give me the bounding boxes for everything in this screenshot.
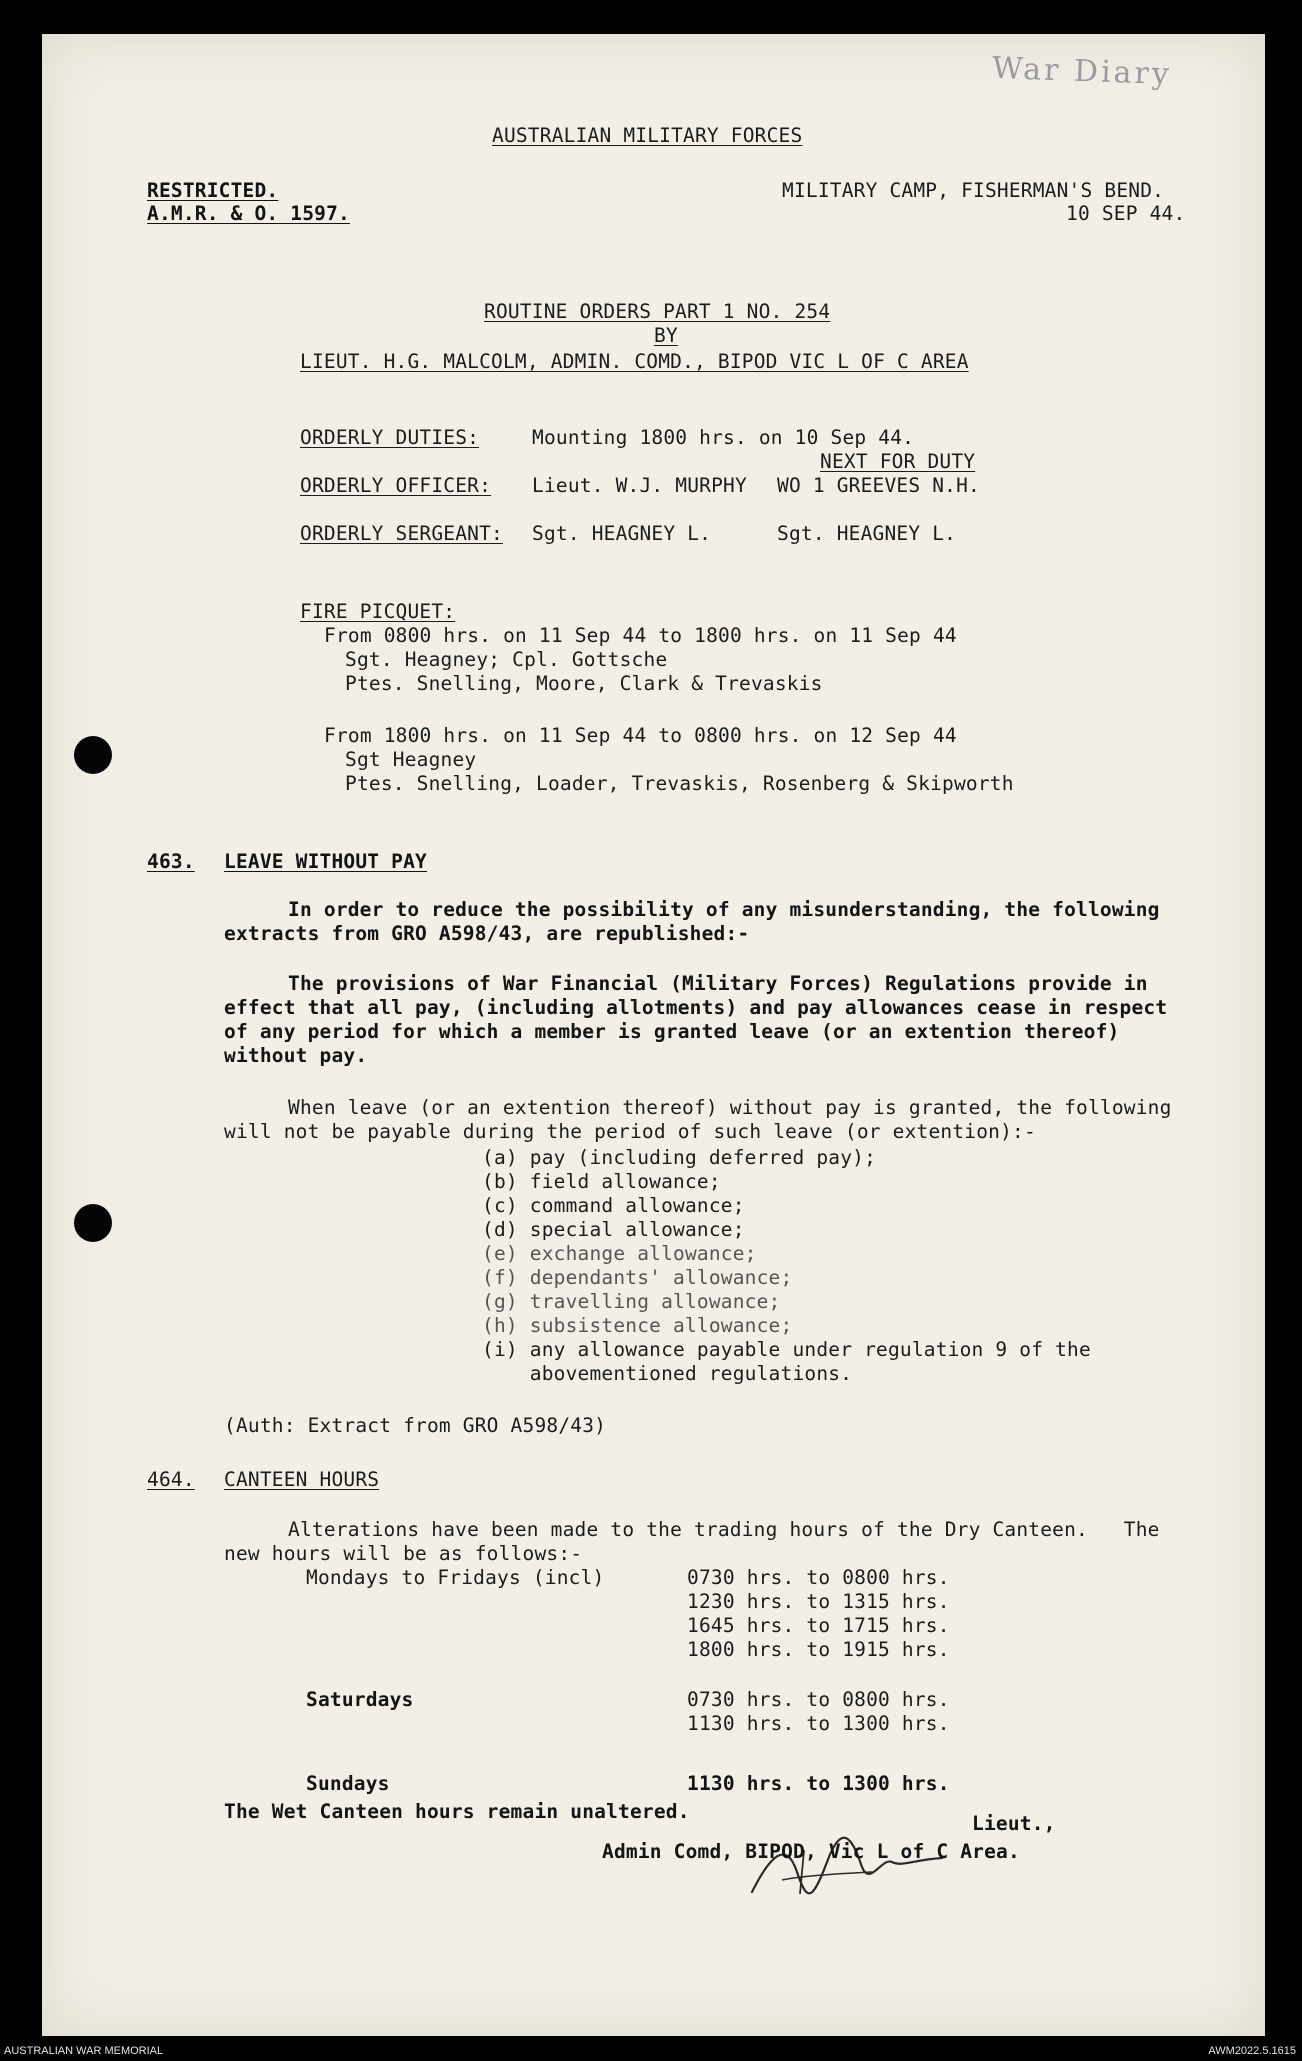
list-item: (h) subsistence allowance; [482, 1314, 793, 1337]
hours-entry: 1130 hrs. to 1300 hrs. [687, 1772, 950, 1795]
fire-picquet-line: Ptes. Snelling, Loader, Trevaskis, Rosenberg & Skipworth [345, 772, 1014, 795]
hours-entry: 1800 hrs. to 1915 hrs. [687, 1638, 950, 1661]
fire-picquet-line: Sgt. Heagney; Cpl. Gottsche [345, 648, 668, 671]
orderly-officer-label: ORDERLY OFFICER: [300, 474, 492, 497]
paragraph-line: Alterations have been made to the trading hours of the Dry Canteen. The [288, 1518, 1160, 1541]
weekday-label: Mondays to Fridays (incl) [306, 1566, 605, 1589]
orderly-sergeant-value: Sgt. HEAGNEY L. [532, 522, 712, 545]
orders-issuer: LIEUT. H.G. MALCOLM, ADMIN. COMD., BIPOD VIC L OF C AREA [300, 350, 969, 373]
list-item: (g) travelling allowance; [482, 1290, 781, 1313]
orderly-officer-next: WO 1 GREEVES N.H. [777, 474, 980, 497]
list-item: (d) special allowance; [482, 1218, 745, 1241]
hours-entry: 0730 hrs. to 0800 hrs. [687, 1688, 950, 1711]
orders-title: ROUTINE ORDERS PART 1 NO. 254 [484, 300, 831, 323]
amr-reference: A.M.R. & O. 1597. [147, 202, 350, 225]
hours-entry: 1130 hrs. to 1300 hrs. [687, 1712, 950, 1735]
hours-entry: 1645 hrs. to 1715 hrs. [687, 1614, 950, 1637]
list-item: (c) command allowance; [482, 1194, 745, 1217]
orderly-duties-label: ORDERLY DUTIES: [300, 426, 480, 449]
wet-canteen-note: The Wet Canteen hours remain unaltered. [224, 1800, 690, 1823]
document-page [42, 34, 1265, 2036]
handwritten-annotation: War Diary [991, 50, 1173, 93]
orderly-sergeant-next: Sgt. HEAGNEY L. [777, 522, 957, 545]
fire-picquet-line: From 1800 hrs. on 11 Sep 44 to 0800 hrs. on 12 Sep 44 [324, 724, 957, 747]
list-item: (i) any allowance payable under regulation 9 of the [482, 1338, 1091, 1361]
paragraph-line: In order to reduce the possibility of any misunderstanding, the following [288, 898, 1160, 921]
header-title: AUSTRALIAN MILITARY FORCES [492, 124, 803, 147]
section-464-number: 464. [147, 1468, 195, 1491]
hours-entry: 0730 hrs. to 0800 hrs. [687, 1566, 950, 1589]
list-item: abovementioned regulations. [482, 1362, 853, 1385]
punch-hole [74, 736, 112, 774]
paragraph-line: effect that all pay, (including allotments) and pay allowances cease in respect [224, 996, 1168, 1019]
fire-picquet-line: Ptes. Snelling, Moore, Clark & Trevaskis [345, 672, 823, 695]
hours-entry: 1230 hrs. to 1315 hrs. [687, 1590, 950, 1613]
paragraph-line: When leave (or an extention thereof) without pay is granted, the following [288, 1096, 1172, 1119]
fire-picquet-label: FIRE PICQUET: [300, 600, 456, 623]
orderly-duties-value: Mounting 1800 hrs. on 10 Sep 44. [532, 426, 915, 449]
footer-reference: AWM2022.5.1615 [1208, 2045, 1296, 2057]
weekday-label: Sundays [306, 1772, 390, 1795]
weekday-label: Saturdays [306, 1688, 414, 1711]
signature-title: Admin Comd, BIPOD, Vic L of C Area. [602, 1840, 1020, 1863]
list-item: (a) pay (including deferred pay); [482, 1146, 877, 1169]
fire-picquet-line: From 0800 hrs. on 11 Sep 44 to 1800 hrs. on 11 Sep 44 [324, 624, 957, 647]
punch-hole [74, 1204, 112, 1242]
paragraph-line: The provisions of War Financial (Military Forces) Regulations provide in [288, 972, 1148, 995]
next-for-duty-heading: NEXT FOR DUTY [820, 450, 976, 473]
authority-note: (Auth: Extract from GRO A598/43) [224, 1414, 607, 1437]
list-item: (f) dependants' allowance; [482, 1266, 793, 1289]
orders-by: BY [654, 324, 678, 347]
restricted-label: RESTRICTED. [147, 179, 279, 202]
section-463-heading: LEAVE WITHOUT PAY [224, 850, 427, 873]
paragraph-line: extracts from GRO A598/43, are republished:- [224, 922, 750, 945]
footer-institution: AUSTRALIAN WAR MEMORIAL [4, 2045, 164, 2057]
section-464-heading: CANTEEN HOURS [224, 1468, 380, 1491]
paragraph-line: will not be payable during the period of such leave (or extention):- [224, 1120, 1036, 1143]
fire-picquet-line: Sgt Heagney [345, 748, 477, 771]
orderly-sergeant-label: ORDERLY SERGEANT: [300, 522, 503, 545]
location: MILITARY CAMP, FISHERMAN'S BEND. [782, 179, 1165, 202]
list-item: (e) exchange allowance; [482, 1242, 757, 1265]
orderly-officer-value: Lieut. W.J. MURPHY [532, 474, 747, 497]
date: 10 SEP 44. [1066, 202, 1186, 225]
paragraph-line: of any period for which a member is granted leave (or an extention thereof) [224, 1020, 1120, 1043]
list-item: (b) field allowance; [482, 1170, 721, 1193]
paragraph-line: new hours will be as follows:- [224, 1542, 583, 1565]
paragraph-line: without pay. [224, 1044, 368, 1067]
section-463-number: 463. [147, 850, 195, 873]
signature-rank: Lieut., [972, 1812, 1056, 1835]
